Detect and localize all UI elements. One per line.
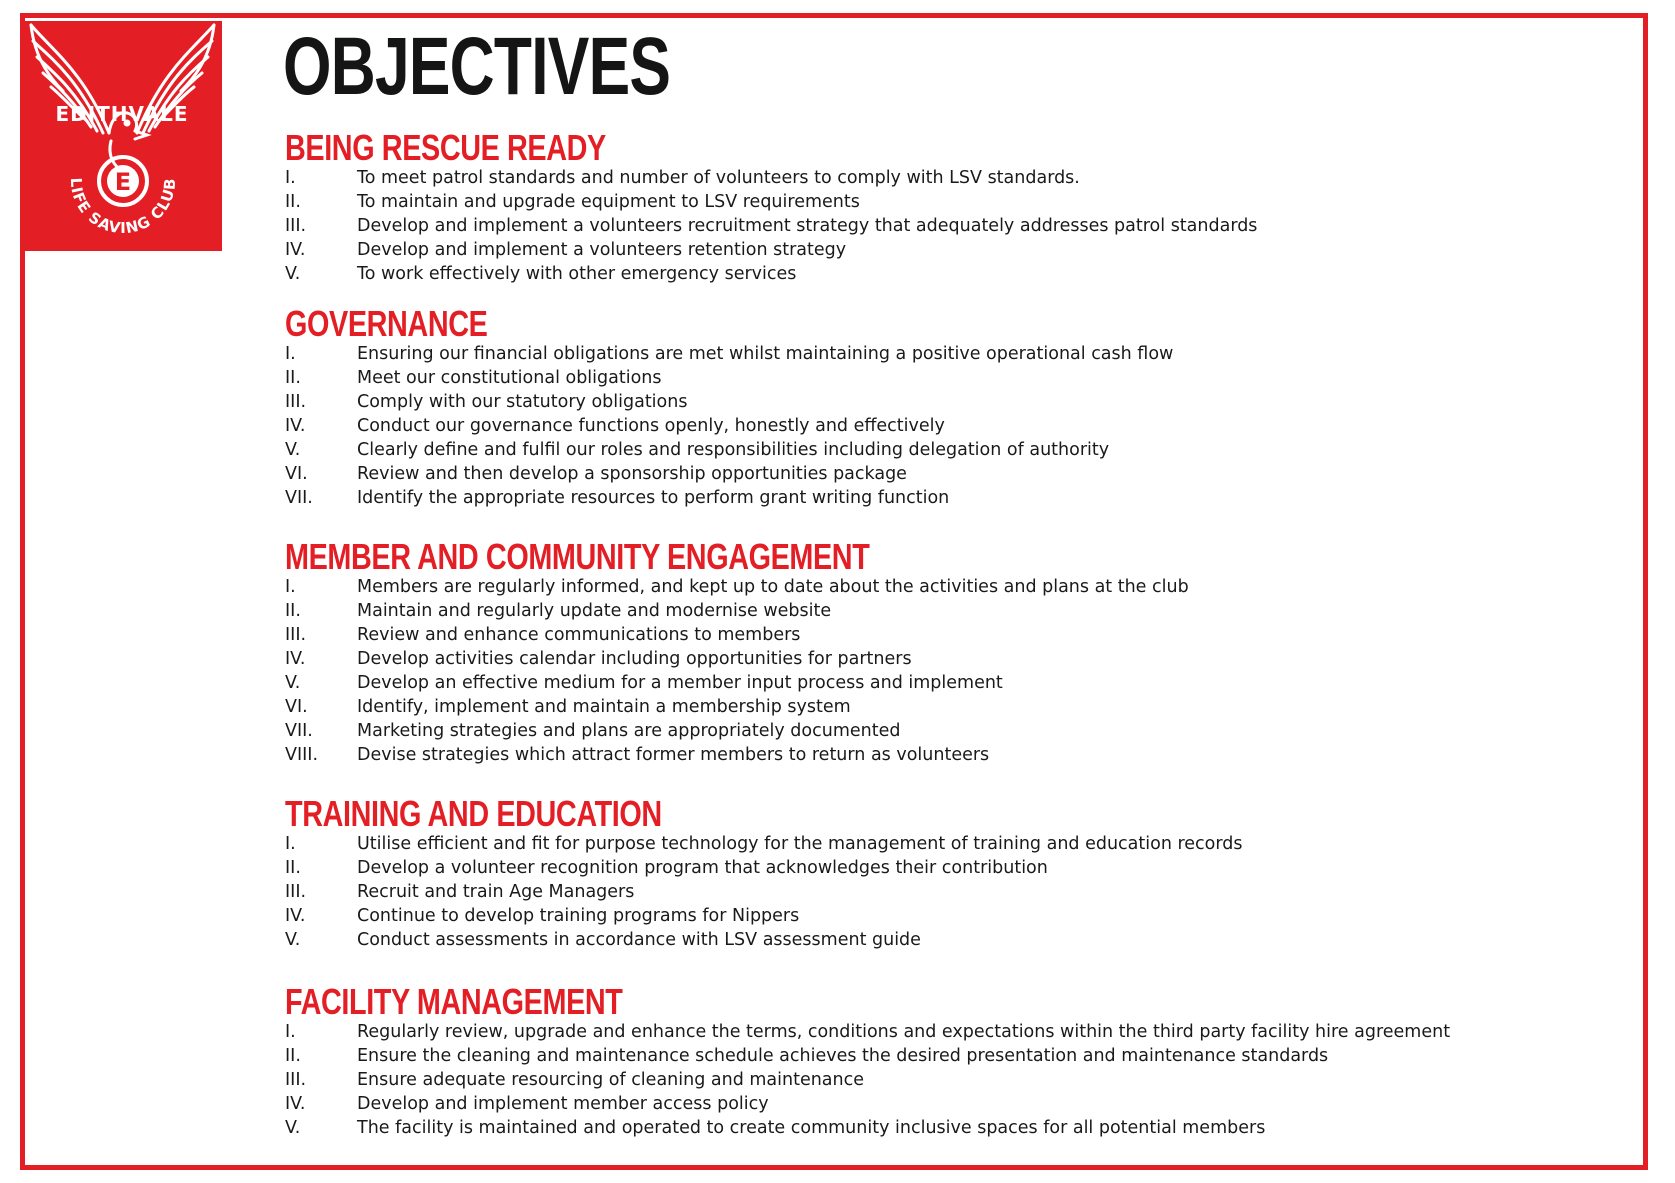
list-item: [285, 575, 1615, 599]
eagle-emblem-icon: [23, 21, 222, 251]
list-item: [285, 856, 1615, 880]
list-item: [285, 214, 1615, 238]
item-text: Devise strategies which attract former members to return as volunteers: [357, 745, 990, 765]
item-text: To maintain and upgrade equipment to LSV requirements: [357, 192, 860, 212]
item-text: Develop and implement member access policy: [357, 1094, 769, 1114]
item-number: VIII.: [285, 745, 319, 765]
list-item: [285, 719, 1615, 743]
item-text: Identify the appropriate resources to perform grant writing function: [357, 488, 950, 508]
section-heading: FACILITY MANAGEMENT: [285, 981, 623, 1022]
item-number: II.: [285, 368, 301, 388]
club-logo: [23, 21, 222, 251]
item-number: V.: [285, 440, 301, 460]
logo-name-bottom: LIFE SAVING CLUB: [66, 177, 180, 238]
item-text: To meet patrol standards and number of volunteers to comply with LSV standards.: [357, 168, 1080, 188]
item-text: Develop and implement a volunteers retention strategy: [357, 240, 847, 260]
item-text: Identify, implement and maintain a membership system: [357, 697, 851, 717]
item-text: Conduct assessments in accordance with LSV assessment guide: [357, 930, 921, 950]
item-text: Marketing strategies and plans are appropriately documented: [357, 721, 901, 741]
item-text: Review and then develop a sponsorship opportunities package: [357, 464, 907, 484]
item-number: V.: [285, 673, 301, 693]
section-heading: TRAINING AND EDUCATION: [285, 793, 662, 834]
page-title: OBJECTIVES: [283, 21, 671, 112]
item-text: Comply with our statutory obligations: [357, 392, 688, 412]
list-item: [285, 743, 1615, 767]
item-number: III.: [285, 625, 307, 645]
item-number: II.: [285, 858, 301, 878]
list-item: [285, 166, 1615, 190]
list-item: [285, 880, 1615, 904]
item-number: V.: [285, 930, 301, 950]
item-number: I.: [285, 344, 296, 364]
section-facility-management: [285, 982, 1615, 1140]
item-number: III.: [285, 216, 307, 236]
item-number: VII.: [285, 488, 313, 508]
list-item: [285, 695, 1615, 719]
list-item: [285, 262, 1615, 286]
list-item: [285, 342, 1615, 366]
list-item: [285, 1020, 1615, 1044]
item-number: I.: [285, 577, 296, 597]
item-number: IV.: [285, 240, 306, 260]
item-text: Develop and implement a volunteers recruitment strategy that adequately addresses patrol standards: [357, 216, 1258, 236]
item-number: VI.: [285, 464, 308, 484]
list-item: [285, 1068, 1615, 1092]
item-number: II.: [285, 192, 301, 212]
item-text: Utilise efficient and fit for purpose technology for the management of training and education records: [357, 834, 1243, 854]
item-text: Develop a volunteer recognition program that acknowledges their contribution: [357, 858, 1048, 878]
item-text: Regularly review, upgrade and enhance the terms, conditions and expectations within the third party facility hire agreement: [357, 1022, 1451, 1042]
section-heading: MEMBER AND COMMUNITY ENGAGEMENT: [285, 536, 870, 577]
item-text: Ensure the cleaning and maintenance schedule achieves the desired presentation and maintenance standards: [357, 1046, 1329, 1066]
section-heading: GOVERNANCE: [285, 303, 488, 344]
item-text: Clearly define and fulfil our roles and responsibilities including delegation of authority: [357, 440, 1110, 460]
item-text: The facility is maintained and operated to create community inclusive spaces for all potential members: [357, 1118, 1266, 1138]
item-number: II.: [285, 1046, 301, 1066]
item-text: To work effectively with other emergency services: [357, 264, 797, 284]
list-item: [285, 623, 1615, 647]
list-item: [285, 832, 1615, 856]
item-number: I.: [285, 834, 296, 854]
item-number: IV.: [285, 416, 306, 436]
item-number: IV.: [285, 906, 306, 926]
item-text: Develop an effective medium for a member input process and implement: [357, 673, 1003, 693]
item-text: Develop activities calendar including opportunities for partners: [357, 649, 912, 669]
item-number: I.: [285, 168, 296, 188]
item-text: Recruit and train Age Managers: [357, 882, 635, 902]
item-text: Ensuring our financial obligations are met whilst maintaining a positive operational cash flow: [357, 344, 1174, 364]
item-number: VII.: [285, 721, 313, 741]
list-item: [285, 928, 1615, 952]
item-text: Members are regularly informed, and kept up to date about the activities and plans at the club: [357, 577, 1189, 597]
logo-name-top: EDITHVALE: [55, 102, 189, 126]
list-item: [285, 599, 1615, 623]
item-text: Review and enhance communications to members: [357, 625, 801, 645]
list-item: [285, 904, 1615, 928]
list-item: [285, 486, 1615, 510]
list-item: [285, 1092, 1615, 1116]
list-item: [285, 1044, 1615, 1068]
item-number: III.: [285, 882, 307, 902]
list-item: [285, 462, 1615, 486]
list-item: [285, 390, 1615, 414]
item-text: Meet our constitutional obligations: [357, 368, 662, 388]
item-number: V.: [285, 1118, 301, 1138]
item-text: Continue to develop training programs for Nippers: [357, 906, 800, 926]
section-being-rescue-ready: [285, 128, 1615, 286]
item-number: III.: [285, 1070, 307, 1090]
section-training-and-education: [285, 794, 1615, 952]
item-number: III.: [285, 392, 307, 412]
list-item: [285, 414, 1615, 438]
item-number: I.: [285, 1022, 296, 1042]
list-item: [285, 238, 1615, 262]
item-number: IV.: [285, 1094, 306, 1114]
item-text: Maintain and regularly update and modernise website: [357, 601, 832, 621]
list-item: [285, 438, 1615, 462]
item-text: Ensure adequate resourcing of cleaning and maintenance: [357, 1070, 865, 1090]
section-heading: BEING RESCUE READY: [285, 127, 606, 168]
item-text: Conduct our governance functions openly, honestly and effectively: [357, 416, 945, 436]
list-item: [285, 671, 1615, 695]
list-item: [285, 647, 1615, 671]
list-item: [285, 1116, 1615, 1140]
list-item: [285, 190, 1615, 214]
section-member-and-community-engagement: [285, 537, 1615, 767]
logo-monogram: E: [114, 168, 132, 196]
list-item: [285, 366, 1615, 390]
item-number: IV.: [285, 649, 306, 669]
section-governance: [285, 304, 1615, 510]
item-number: VI.: [285, 697, 308, 717]
item-number: II.: [285, 601, 301, 621]
item-number: V.: [285, 264, 301, 284]
